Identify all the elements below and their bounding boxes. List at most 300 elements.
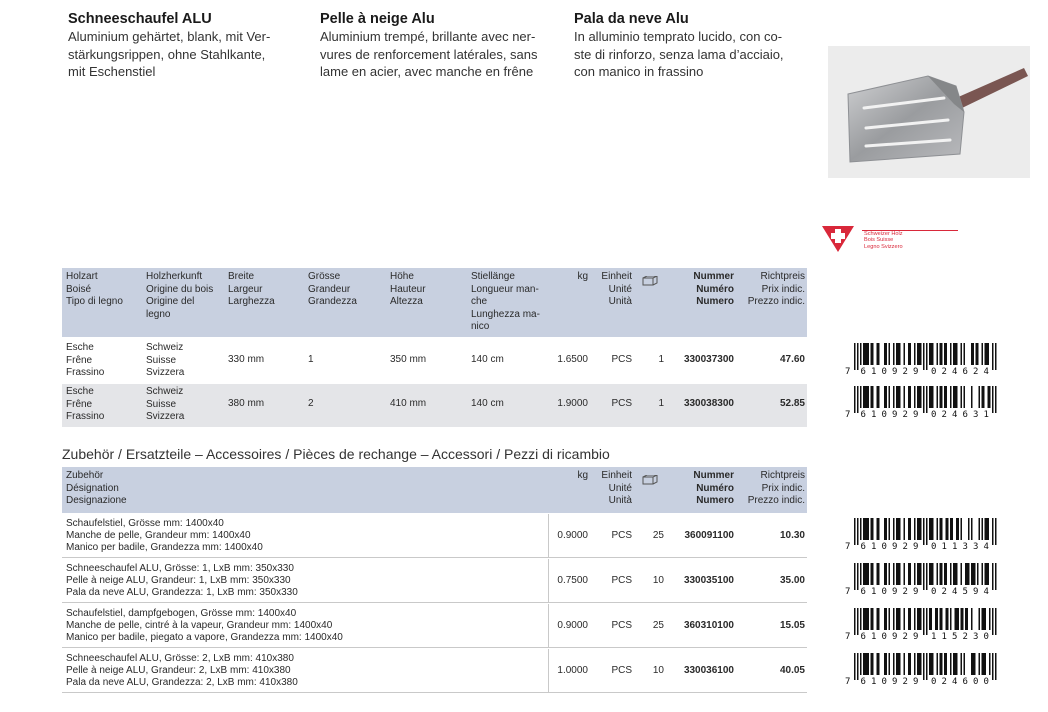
barcode-bar [961, 343, 963, 365]
barcode-bar [946, 653, 948, 675]
barcode-bar [929, 386, 931, 408]
barcode-bar [941, 386, 943, 408]
barcode-digit: 6 [860, 367, 866, 375]
barcode-bar [937, 563, 939, 585]
barcode-bar [877, 608, 879, 630]
barcode-digit: 1 [983, 410, 989, 418]
barcode-bar [898, 343, 900, 365]
barcode-digit: 9 [913, 632, 919, 640]
barcode-bar [917, 608, 919, 630]
barcode-digit: 9 [892, 587, 898, 595]
barcode-bar [854, 653, 856, 680]
cell-preis: 47.60 [779, 354, 805, 365]
cell-kg: 0.9000 [557, 620, 588, 631]
barcode-bar [932, 653, 934, 675]
barcode-bar [988, 518, 990, 540]
barcode-digit: 0 [983, 632, 989, 640]
barcode-bar [950, 518, 952, 540]
barcode-bar [953, 386, 955, 408]
barcode-bar [931, 386, 933, 408]
barcode-bar [985, 563, 987, 585]
barcode-digit: 3 [973, 632, 979, 640]
barcode-bar [941, 518, 943, 540]
barcode-bar [953, 653, 955, 675]
barcode-digit: 3 [973, 410, 979, 418]
barcode-bar [931, 563, 933, 585]
cell-hoehe: 410 mm [390, 398, 427, 409]
barcode-bar [854, 386, 856, 413]
barcode-digit: 2 [902, 677, 908, 685]
cell-groesse: 1 [308, 354, 314, 365]
barcode-bar [919, 563, 921, 585]
barcode-bar [985, 343, 987, 365]
barcode-bar [992, 343, 994, 370]
barcode-bar [958, 518, 960, 540]
barcode-digit: 9 [913, 677, 919, 685]
barcode-bar [893, 386, 895, 408]
barcode-bar [937, 343, 939, 365]
cell-qty: 1 [658, 398, 664, 409]
barcode-bar [958, 608, 960, 630]
barcode-bar [976, 343, 978, 365]
cell-preis: 52.85 [779, 398, 805, 409]
barcode-bar [947, 608, 949, 630]
product-title-de: Schneeschaufel ALU [68, 11, 212, 27]
barcode-bar [926, 608, 928, 635]
barcode-bar [979, 608, 981, 630]
barcode-bar [982, 653, 984, 675]
barcode-bar [893, 563, 895, 585]
barcode-bar [908, 608, 910, 630]
barcode-bar [878, 386, 880, 408]
cell-desc: Schaufelstiel, dampfgebogen, Grösse mm: 1400x40 Manche de pelle, cintré à la vapeur, Grandeur mm: 1400x40 Manico per badile, piegato a vapore, Grandezza mm: 1400x40 [66, 608, 343, 643]
barcode-bar [955, 563, 957, 585]
barcode-bar [989, 608, 991, 630]
cell-preis: 10.30 [779, 530, 805, 541]
barcode-bar [973, 653, 975, 675]
barcode-bar [896, 518, 898, 540]
barcode-bar [940, 608, 942, 630]
barcode-bar [860, 653, 862, 675]
barcode-bar [914, 563, 916, 585]
barcode-bar [964, 343, 966, 365]
barcode-bar [926, 563, 928, 590]
barcode-bar [929, 653, 931, 675]
barcode-bar [950, 563, 952, 585]
barcode-bar [955, 608, 957, 630]
cell-hoehe: 350 mm [390, 354, 427, 365]
barcode-digit: 6 [860, 410, 866, 418]
barcode-bar [937, 518, 939, 540]
product-desc-it: In alluminio temprato lucido, con co- ste di rinforzo, senza lama d’acciaio, con manico in frassino [574, 29, 784, 79]
barcode-digit: 7 [845, 587, 851, 595]
barcode-bar [941, 563, 943, 585]
barcode-bar [931, 653, 933, 675]
barcode-bar [956, 518, 958, 540]
product-title-it: Pala da neve Alu [574, 11, 689, 27]
barcode-bar [946, 518, 948, 540]
barcode-digit: 0 [931, 410, 937, 418]
barcode-bar [937, 653, 939, 675]
barcode-bar [889, 563, 891, 585]
barcode-bar [979, 653, 981, 675]
barcode-bar [940, 386, 942, 408]
barcode-digit: 9 [892, 367, 898, 375]
barcode-bar [995, 653, 997, 680]
barcode-bar [968, 563, 970, 585]
barcode-bar [904, 518, 906, 540]
barcode-bar [983, 386, 985, 408]
barcode-digit: 2 [902, 367, 908, 375]
accessory-row [62, 514, 807, 558]
barcode-digit: 7 [845, 410, 851, 418]
cell-breite: 380 mm [228, 398, 265, 409]
barcode-bar [904, 653, 906, 675]
product-title-fr: Pelle à neige Alu [320, 11, 435, 27]
cell-desc: Schaufelstiel, Grösse mm: 1400x40 Manche de pelle, Grandeur mm: 1400x40 Manico per badile, Grandezza mm: 1400x40 [66, 518, 263, 553]
barcode-bar [940, 343, 942, 365]
header-zubehoer: Zubehör Désignation Designazione [66, 470, 127, 506]
barcode-digit: 9 [913, 587, 919, 595]
barcode-bar [926, 518, 928, 545]
barcode-bar [973, 563, 975, 585]
barcode-bar [908, 518, 910, 540]
barcode-digit: 9 [913, 410, 919, 418]
barcode-digit: 6 [962, 410, 968, 418]
barcode-bar [908, 343, 910, 365]
barcode-bar [860, 608, 862, 630]
barcode-digit: 1 [871, 410, 877, 418]
barcode-bar [868, 343, 870, 365]
cell-nummer: 330037300 [683, 354, 734, 365]
barcode-bar [931, 518, 933, 540]
barcode-digit: 9 [892, 677, 898, 685]
barcode-bar [854, 343, 856, 370]
barcode-bar [899, 343, 901, 365]
barcode-bar [917, 563, 919, 585]
barcode-bar [971, 343, 973, 365]
cell-holzart: Esche Frêne Frassino [66, 342, 105, 378]
barcode-bar [964, 386, 966, 408]
barcode-bar [944, 386, 946, 408]
barcode-bar [995, 608, 997, 635]
barcode-bar [941, 608, 943, 630]
barcode-digit: 0 [931, 367, 937, 375]
cell-einheit: PCS [611, 620, 632, 631]
barcode-bar [871, 386, 873, 408]
header-kg: kg [577, 271, 588, 282]
barcode-bar [941, 653, 943, 675]
barcode-bar [923, 563, 925, 590]
cell-kg: 1.0000 [557, 665, 588, 676]
barcode-bar [860, 518, 862, 540]
barcode-bar [982, 386, 984, 408]
barcode-bar [872, 563, 874, 585]
accessory-row [62, 649, 807, 693]
cell-stiel: 140 cm [471, 354, 504, 365]
barcode-bar [908, 386, 910, 408]
barcode-bar [866, 386, 868, 408]
barcode-bar [884, 653, 886, 675]
barcode-bar [992, 653, 994, 680]
barcode-bar [908, 563, 910, 585]
barcode-bar [923, 386, 925, 413]
cell-kg: 0.7500 [557, 575, 588, 586]
barcode-digit: 4 [983, 542, 989, 550]
accessories-table-header [62, 467, 807, 513]
barcode-bar [986, 343, 988, 365]
barcode-digit: 7 [845, 367, 851, 375]
barcode-bar [986, 518, 988, 540]
header-einheit: Einheit Unité Unità [601, 271, 632, 307]
barcode-bar [961, 563, 963, 585]
barcode-bar [967, 563, 969, 585]
barcode-bar [857, 343, 859, 370]
barcode-bar [914, 653, 916, 675]
barcode-bar [931, 343, 933, 365]
barcode-bar [964, 653, 966, 675]
barcode-bar [872, 653, 874, 675]
cell-breite: 330 mm [228, 354, 265, 365]
barcode-digit: 2 [902, 542, 908, 550]
barcode-bar [940, 653, 942, 675]
barcode-digit: 1 [941, 632, 947, 640]
barcode-ean [844, 343, 1004, 375]
barcode-bar [884, 518, 886, 540]
barcode-bar [857, 608, 859, 635]
header-kg: kg [577, 470, 588, 481]
header-stiellaenge: Stiellänge Longueur man- che Lunghezza ma- nico [471, 271, 540, 332]
barcode-bar [868, 518, 870, 540]
barcode-bar [968, 518, 970, 540]
barcode-digit: 0 [931, 587, 937, 595]
barcode-bar [893, 653, 895, 675]
barcode-bar [878, 518, 880, 540]
barcode-bar [868, 386, 870, 408]
barcode-bar [985, 518, 987, 540]
barcode-bar [944, 343, 946, 365]
barcode-digit: 1 [952, 542, 958, 550]
barcode-bar [955, 386, 957, 408]
barcode-bar [935, 608, 937, 630]
barcode-bar [944, 563, 946, 585]
barcode-bar [932, 386, 934, 408]
barcode-digit: 0 [881, 632, 887, 640]
barcode-bar [992, 608, 994, 635]
barcode-digit: 1 [931, 632, 937, 640]
barcode-bar [886, 608, 888, 630]
barcode-bar [908, 653, 910, 675]
barcode-bar [946, 563, 948, 585]
barcode-digit: 6 [860, 587, 866, 595]
barcode-bar [866, 343, 868, 365]
barcode-bar [899, 653, 901, 675]
barcode-bar [896, 608, 898, 630]
barcode-bar [857, 653, 859, 680]
barcode-bar [992, 386, 994, 413]
barcode-bar [983, 653, 985, 675]
barcode-bar [854, 518, 856, 545]
header-groesse: Grösse Grandeur Grandezza [308, 271, 357, 307]
barcode-bar [920, 563, 922, 585]
cell-qty: 10 [652, 575, 664, 586]
barcode-bar [946, 386, 948, 408]
accessory-row [62, 604, 807, 648]
barcode-ean [844, 608, 1004, 640]
header-hoehe: Höhe Hauteur Altezza [390, 271, 426, 307]
barcode-bar [884, 608, 886, 630]
barcode-bar [950, 343, 952, 365]
barcode-digit: 0 [931, 677, 937, 685]
product-desc-de: Aluminium gehärtet, blank, mit Ver- stärkungsrippen, ohne Stahlkante, mit Eschenstiel [68, 29, 271, 79]
cell-desc: Schneeschaufel ALU, Grösse: 2, LxB mm: 410x380 Pelle à neige ALU, Grandeur: 2, LxB mm: 410x380 Pala da neve ALU, Grandezza: 2, LxB mm: 410x380 [66, 653, 298, 688]
cell-qty: 10 [652, 665, 664, 676]
barcode-bar [940, 563, 942, 585]
barcode-bar [860, 343, 862, 365]
accessory-row [62, 559, 807, 603]
barcode-digit: 1 [871, 632, 877, 640]
barcode-bar [923, 343, 925, 370]
barcode-bar [896, 653, 898, 675]
barcode-bar [971, 386, 973, 408]
barcode-bar [962, 608, 964, 630]
barcode-bar [974, 563, 976, 585]
barcode-bar [865, 518, 867, 540]
barcode-bar [877, 518, 879, 540]
header-preis: Richtpreis Prix indic. Prezzo indic. [747, 470, 805, 506]
barcode-bar [868, 563, 870, 585]
swiss-cross-icon [818, 226, 858, 252]
barcode-bar [932, 343, 934, 365]
main-table-header [62, 268, 807, 337]
barcode-bar [977, 343, 979, 365]
barcode-bar [899, 563, 901, 585]
barcode-bar [982, 563, 984, 585]
barcode-bar [872, 343, 874, 365]
barcode-bar [896, 386, 898, 408]
header-nummer: Nummer Numéro Numero [693, 470, 734, 506]
barcode-bar [910, 563, 912, 585]
barcode-bar [956, 563, 958, 585]
barcode-bar [919, 608, 921, 630]
barcode-bar [971, 518, 973, 540]
barcode-bar [857, 386, 859, 413]
barcode-bar [992, 518, 994, 545]
barcode-bar [886, 343, 888, 365]
cell-stiel: 140 cm [471, 398, 504, 409]
barcode-bar [896, 563, 898, 585]
barcode-bar [931, 608, 933, 630]
logo-text: Schweizer Holz Bois Suisse Legno Svizzero [864, 231, 903, 250]
barcode-bar [889, 653, 891, 675]
barcode-bar [971, 653, 973, 675]
barcode-digit: 0 [983, 677, 989, 685]
barcode-bar [982, 608, 984, 630]
barcode-bar [884, 386, 886, 408]
barcode-digit: 0 [881, 542, 887, 550]
barcode-bar [878, 653, 880, 675]
barcode-bar [950, 386, 952, 408]
barcode-bar [910, 386, 912, 408]
barcode-bar [886, 386, 888, 408]
barcode-bar [868, 653, 870, 675]
barcode-digit: 2 [973, 367, 979, 375]
barcode-digit: 6 [962, 677, 968, 685]
barcode-digit: 3 [973, 542, 979, 550]
barcode-bar [865, 386, 867, 408]
barcode-bar [946, 343, 948, 365]
barcode-bar [956, 386, 958, 408]
cell-einheit: PCS [611, 530, 632, 541]
barcode-bar [961, 608, 963, 630]
barcode-bar [857, 518, 859, 545]
barcode-bar [929, 608, 931, 630]
barcode-bar [955, 343, 957, 365]
barcode-bar [988, 563, 990, 585]
barcode-digit: 9 [892, 632, 898, 640]
barcode-bar [871, 608, 873, 630]
barcode-bar [989, 386, 991, 408]
barcode-bar [884, 563, 886, 585]
barcode-bar [979, 518, 981, 540]
barcode-digit: 6 [860, 677, 866, 685]
barcode-bar [914, 518, 916, 540]
barcode-bar [932, 563, 934, 585]
barcode-bar [920, 343, 922, 365]
barcode-digit: 5 [952, 632, 958, 640]
barcode-bar [956, 653, 958, 675]
heading-italian [574, 10, 814, 81]
barcode-bar [952, 518, 954, 540]
barcode-digit: 7 [845, 632, 851, 640]
barcode-bar [893, 608, 895, 630]
barcode-bar [971, 563, 973, 585]
barcode-digit: 0 [931, 542, 937, 550]
barcode-bar [910, 653, 912, 675]
cell-kg: 0.9000 [557, 530, 588, 541]
barcode-bar [871, 343, 873, 365]
barcode-bar [953, 343, 955, 365]
barcode-bar [956, 343, 958, 365]
barcode-digit: 2 [902, 587, 908, 595]
barcode-bar [985, 608, 987, 630]
barcode-digit: 9 [973, 587, 979, 595]
barcode-bar [917, 386, 919, 408]
cell-groesse: 2 [308, 398, 314, 409]
barcode-bar [866, 653, 868, 675]
barcode-bar [937, 608, 939, 630]
barcode-bar [926, 343, 928, 370]
barcode-bar [878, 563, 880, 585]
barcode-digit: 1 [871, 677, 877, 685]
barcode-bar [974, 653, 976, 675]
barcode-bar [898, 386, 900, 408]
barcode-bar [865, 343, 867, 365]
barcode-digit: 4 [952, 410, 958, 418]
barcode-bar [950, 608, 952, 630]
header-breite: Breite Largeur Larghezza [228, 271, 275, 307]
barcode-bar [910, 608, 912, 630]
barcode-bar [878, 608, 880, 630]
product-desc-fr: Aluminium trempé, brillante avec ner- vures de renforcement latérales, sans lame en acier, avec manche en frêne [320, 29, 538, 79]
barcode-digit: 2 [902, 410, 908, 418]
barcode-bar [926, 386, 928, 413]
barcode-digit: 2 [902, 632, 908, 640]
barcode-digit: 9 [913, 367, 919, 375]
barcode-bar [919, 386, 921, 408]
heading-french [320, 10, 565, 81]
barcode-bar [904, 563, 906, 585]
